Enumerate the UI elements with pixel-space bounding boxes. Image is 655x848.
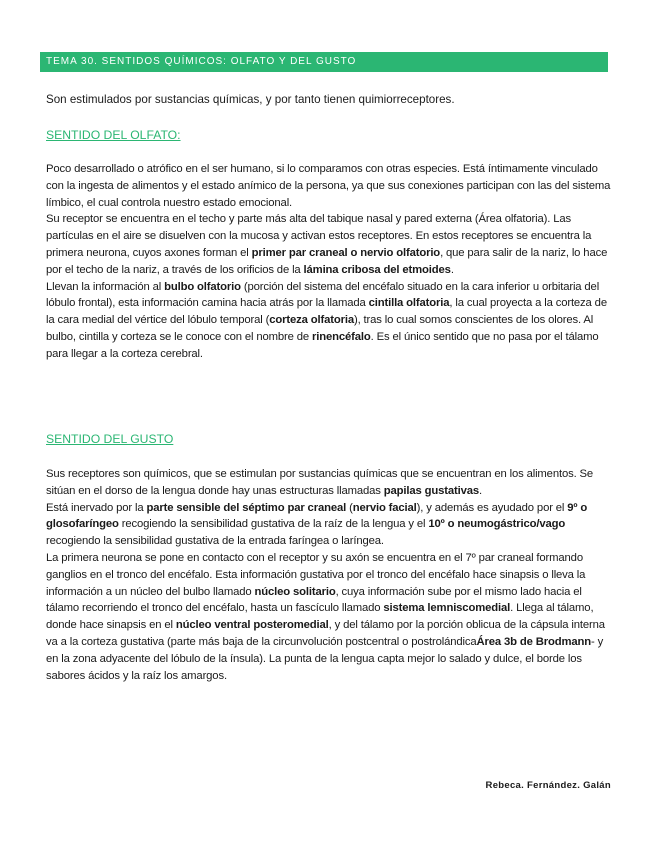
- text-run: , y del tálamo por la porción oblicua de la cápsula interna va a la corteza gustativa (parte más baja de la circunvolución postcentral o postrolándica: [46, 619, 605, 648]
- text-run: Sus receptores son químicos, que se estimulan por sustancias químicas que se encuentran en los alimentos. Se sitúan en el dorso de la lengua donde hay unas estructuras llamadas: [46, 468, 594, 497]
- text-run: - y en la zona adyacente del lóbulo de la ínsula). La punta de la lengua capta mejor lo salado y dulce, el borde los sabores ácidos y la raíz los amargos.: [46, 635, 604, 682]
- text-run: . Es el único sentido que no pasa por el tálamo para llegar a la corteza cerebral.: [46, 330, 599, 360]
- gusto-paragraph-1: [46, 466, 614, 500]
- text-run: , cuya información sube por el mismo lado hacia el tálamo recorriendo el tronco del encéfalo, hasta un fascículo llamado: [46, 585, 582, 615]
- bold-term: rinencéfalo: [312, 330, 371, 343]
- olfato-section: [46, 161, 614, 363]
- text-run: Llevan la información al: [46, 280, 165, 293]
- topic-banner: [40, 52, 608, 72]
- bold-term: núcleo ventral posteromedial: [175, 619, 329, 632]
- bold-term: Área 3b de Brodmann: [476, 635, 592, 648]
- intro-text: Son estimulados por sustancias químicas, y por tanto tienen quimiorreceptores.: [46, 93, 455, 106]
- bold-term: papilas gustativas: [383, 484, 479, 497]
- text-run: recogiendo la sensibilidad gustativa de la raíz de la lengua y el: [118, 518, 429, 531]
- text-run: (: [346, 501, 353, 514]
- bold-term: núcleo solitario: [254, 585, 336, 598]
- bold-term: 9º o glosofaríngeo: [46, 501, 588, 531]
- gusto-paragraph-3: [46, 550, 614, 684]
- bold-term: 10º o neumogástrico/vago: [428, 518, 566, 531]
- text-run: , la cual proyecta a la corteza de la cara medial del vértice del lóbulo temporal (: [46, 297, 607, 327]
- text-run: La primera neurona se pone en contacto con el receptor y su axón se encuentra en el 7º par craneal formando ganglios en el tronco del encéfalo. Esta información gustativa por el tronco del encéfalo hace sinapsis o lleva la información a un núcleo del bulbo llamado: [46, 551, 586, 598]
- text-run: .: [478, 484, 482, 497]
- author-signature: Rebeca. Fernández. Galán: [485, 780, 611, 791]
- bold-term: cintilla olfatoria: [368, 297, 450, 310]
- text-run: Su receptor se encuentra en el techo y parte más alta del tabique nasal y pared externa (Área olfatoria). Las partículas en el aire se disuelven con la mucosa y activan estos receptores. En estos receptores se encuentra la primera neurona, cuyos axones forman el: [46, 213, 592, 259]
- gusto-section: [46, 466, 614, 684]
- bold-term: nervio facial: [352, 501, 417, 514]
- text-run: .: [450, 263, 454, 276]
- text-run: . Llega al tálamo, donde hace sinapsis en el: [46, 602, 594, 632]
- bold-term: parte sensible del séptimo par craneal: [146, 501, 347, 514]
- text-run: recogiendo la sensibilidad gustativa de la entrada faríngea o laríngea.: [46, 535, 384, 548]
- bold-term: sistema lemniscomedial: [383, 602, 511, 615]
- olfato-paragraph-1: Poco desarrollado o atrófico en el ser humano, si lo comparamos con otras especies. Está íntimamente vinculado con la ingesta de alimentos y el estado anímico de la persona, ya que sus conexiones participan con las del sistema límbico, el cual controla nuestro estado emocional.: [46, 163, 611, 209]
- topic-title: TEMA 30. SENTIDOS QUÍMICOS: OLFATO Y DEL GUSTO: [46, 56, 357, 67]
- text-run: ), y además es ayudado por el: [416, 501, 568, 514]
- gusto-paragraph-2: [46, 500, 614, 550]
- olfato-paragraph-3: [46, 279, 614, 363]
- text-run: , que para salir de la nariz, lo hace por el techo de la nariz, a través de los orificios de la: [46, 246, 608, 276]
- section-heading-olfato: SENTIDO DEL OLFATO:: [46, 128, 181, 142]
- text-run: ), tras lo cual somos conscientes de los olores. Al bulbo, cintilla y corteza se le conoce con el nombre de: [46, 314, 594, 343]
- bold-term: primer par craneal o nervio olfatorio: [251, 246, 441, 259]
- olfato-paragraph-2: [46, 211, 614, 278]
- bold-term: corteza olfatoria: [269, 314, 354, 327]
- bold-term: lámina cribosa del etmoides: [303, 263, 451, 276]
- bold-term: bulbo olfatorio: [164, 280, 241, 293]
- text-run: (porción del sistema del encéfalo situado en la cara inferior u orbitaria del lóbulo frontal), esta información camina hacia atrás por la llamada: [46, 280, 600, 310]
- text-run: Está inervado por la: [46, 501, 147, 514]
- section-heading-gusto: SENTIDO DEL GUSTO: [46, 432, 174, 446]
